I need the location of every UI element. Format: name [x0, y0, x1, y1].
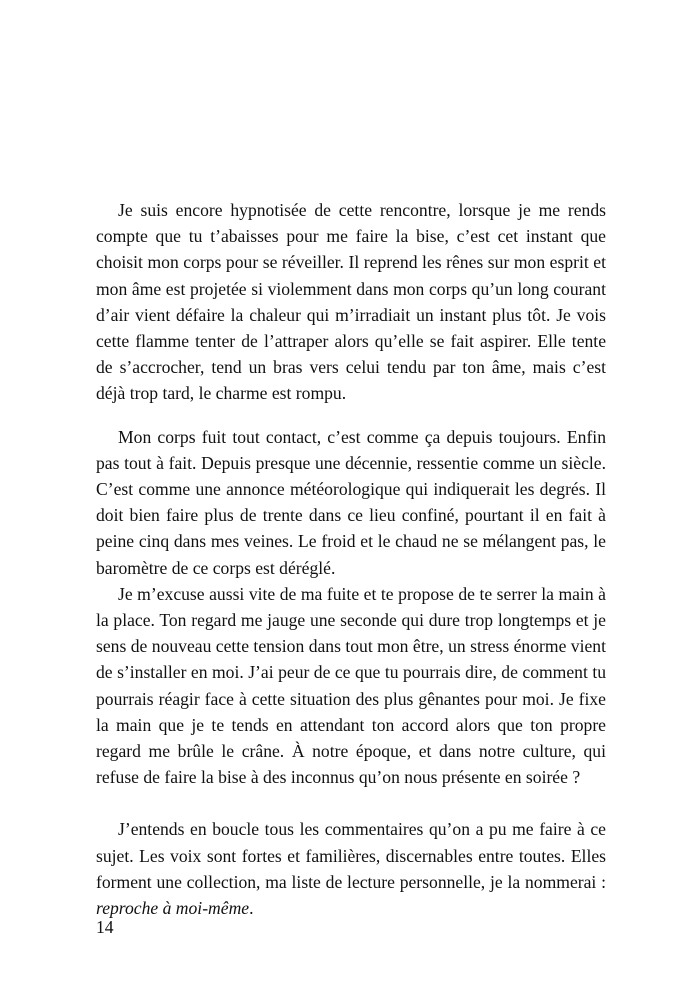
body-text: [96, 197, 606, 921]
paragraph-4: [96, 816, 606, 921]
paragraph-3: Je m’excuse aussi vite de ma fuite et te propose de te serrer la main à la place. Ton regard me jauge une seconde qui dure trop longtemps et je sens de nouveau cette tension dans tout mon être, un stress énorme vient de s’installer en moi. J’ai peur de ce que tu pourrais dire, de comment tu pourrais réagir face à cette situation des plus gênantes pour moi. Je fixe la main que je te tends en attendant ton accord alors que ton propre regard me brûle le crâne. À notre époque, et dans notre culture, qui refuse de faire la bise à des inconnus qu’on nous présente en soirée ?: [96, 583, 606, 788]
page-number: 14: [96, 917, 114, 937]
paragraph-2: Mon corps fuit tout contact, c’est comme ça depuis toujours. Enfin pas tout à fait. Depuis presque une décennie, ressentie comme un siècle. C’est comme une annonce météorologique qui indiquerait les degrés. Il doit bien faire plus de trente dans ce lieu confiné, pourtant il en fait à peine cinq dans mes veines. Le froid et le chaud ne se mélangent pas, le baromètre de ce corps est déréglé.: [96, 426, 606, 578]
paragraph-4-text: J’entends en boucle tous les commentaires qu’on a pu me faire à ce sujet. Les voix sont fortes et familières, discernables entre toutes. Elles forment une collection, ma liste de lecture personnelle, je la nommerai :: [96, 819, 606, 892]
paragraph-4-end: .: [249, 898, 254, 919]
italic-phrase: reproche à moi-même: [96, 898, 250, 919]
paragraph-1: Je suis encore hypnotisée de cette rencontre, lorsque je me rends compte que tu t’abaisses pour me faire la bise, c’est cet instant que choisit mon corps pour se réveiller. Il reprend les rênes sur mon esprit et mon âme est projetée si violemment dans mon corps qu’un long courant d’air vient défaire la chaleur qui m’irradiait un instant plus tôt. Je vois cette flamme tenter de l’attraper alors qu’elle se fait aspirer. Elle tente de s’accrocher, tend un bras vers celui tendu par ton âme, mais c’est déjà trop tard, le charme est rompu.: [96, 200, 606, 404]
